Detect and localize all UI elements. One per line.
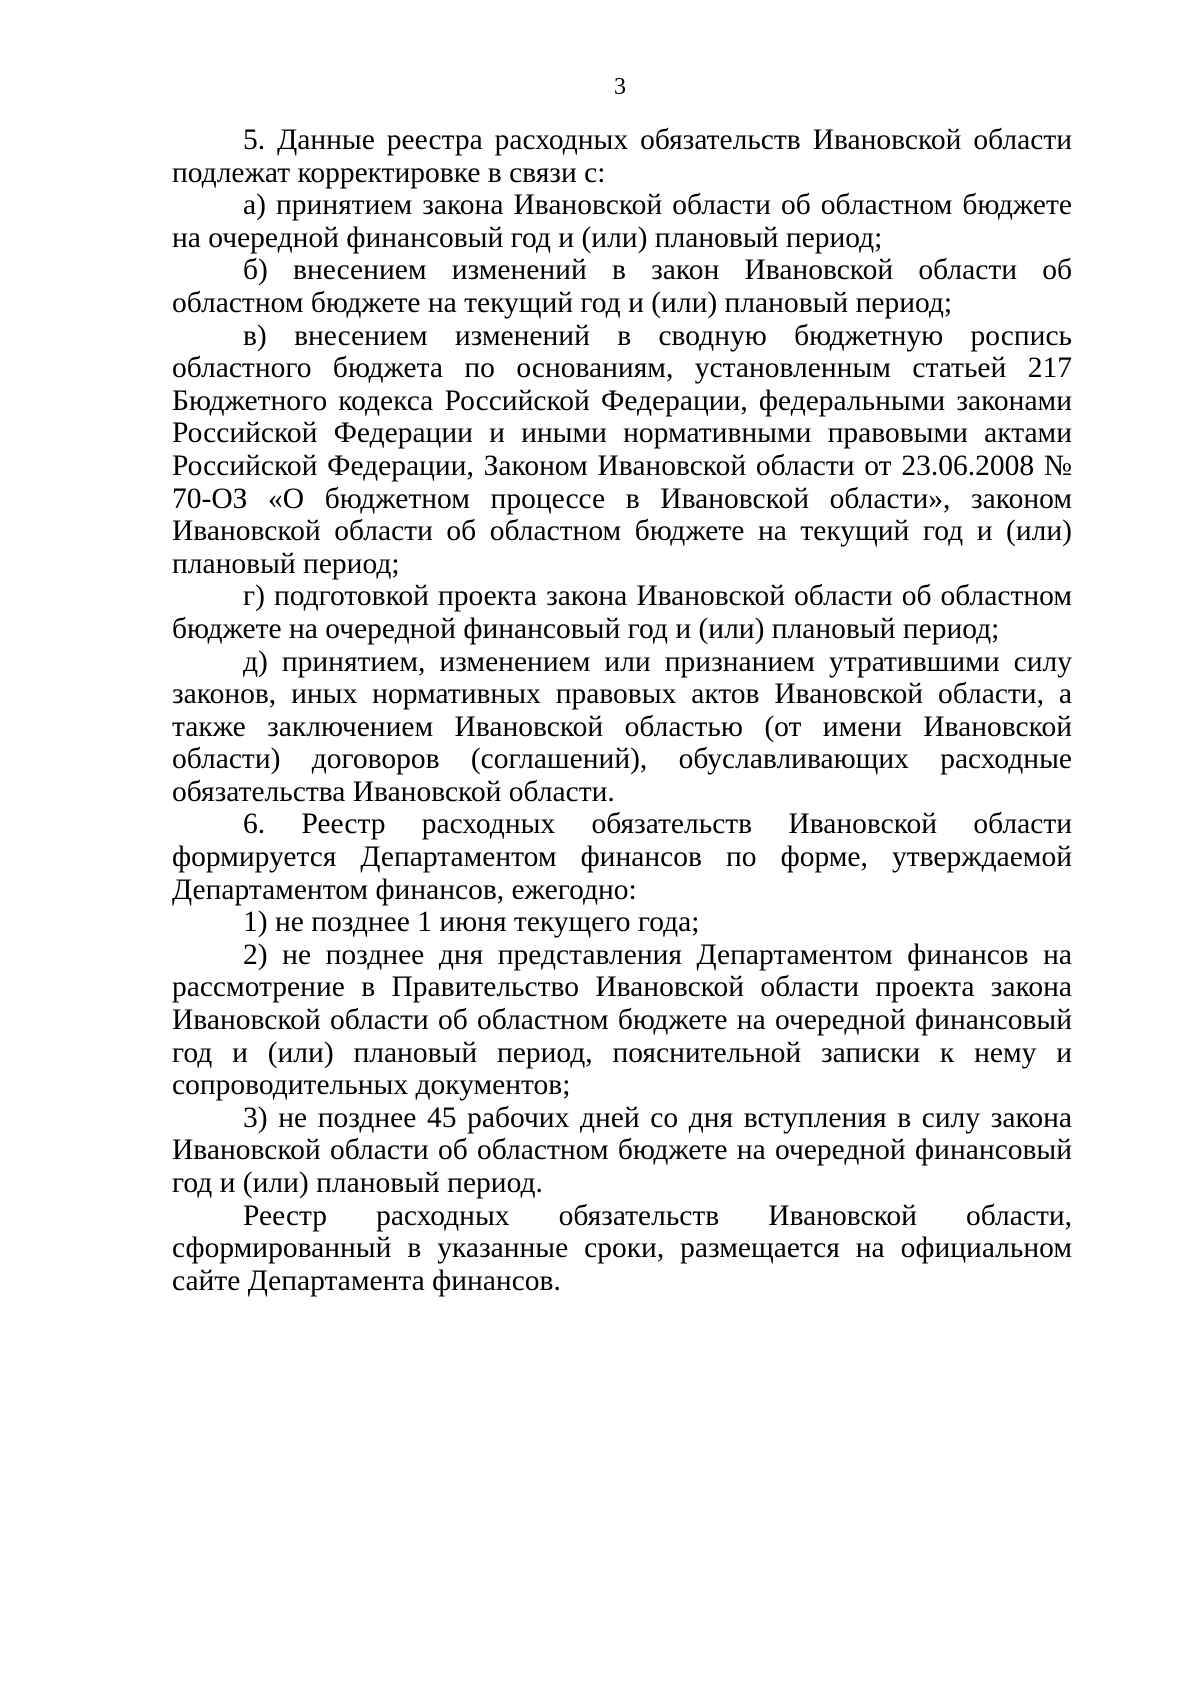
item-d: д) принятием, изменением или признанием утратившими силу законов, иных нормативных правовых актов Ивановской области, а также заключением Ивановской областью (от имени Ивановской области) договоров (соглашений), обуславливающих расходные обязательства Ивановской области. <box>172 645 1072 808</box>
page-number: 3 <box>614 74 626 100</box>
paragraph-5-intro: 5. Данные реестра расходных обязательств Ивановской области подлежат корректировке в связи с: <box>172 124 1072 189</box>
item-g: г) подготовкой проекта закона Ивановской области об областном бюджете на очередной финансовый год и (или) плановый период; <box>172 580 1072 645</box>
closing-paragraph: Реестр расходных обязательств Ивановской области, сформированный в указанные сроки, размещается на официальном сайте Департамента финансов. <box>172 1199 1072 1297</box>
item-a: а) принятием закона Ивановской области об областном бюджете на очередной финансовый год и (или) плановый период; <box>172 189 1072 254</box>
item-3: 3) не позднее 45 рабочих дней со дня вступления в силу закона Ивановской области об областном бюджете на очередной финансовый год и (или) плановый период. <box>172 1101 1072 1199</box>
paragraph-6-intro: 6. Реестр расходных обязательств Ивановской области формируется Департаментом финансов по форме, утверждаемой Департаментом финансов, ежегодно: <box>172 808 1072 906</box>
item-1: 1) не позднее 1 июня текущего года; <box>243 906 700 939</box>
item-2: 2) не позднее дня представления Департаментом финансов на рассмотрение в Правительство Ивановской области проекта закона Ивановской области об областном бюджете на очередной финансовый год и (или) плановый период, пояснительной записки к нему и сопроводительных документов; <box>172 938 1072 1102</box>
document-body <box>172 124 1072 1297</box>
item-b: б) внесением изменений в закон Ивановской области об областном бюджете на текущий год и (или) плановый период; <box>172 254 1072 319</box>
item-v: в) внесением изменений в сводную бюджетную роспись областного бюджета по основаниям, установленным статьей 217 Бюджетного кодекса Российской Федерации, федеральными законами Российской Федерации и иными нормативными правовыми актами Российской Федерации, Законом Ивановской области от 23.06.2008 № 70-ОЗ «О бюджетном процессе в Ивановской области», законом Ивановской области об областном бюджете на текущий год и (или) плановый период; <box>172 319 1072 580</box>
